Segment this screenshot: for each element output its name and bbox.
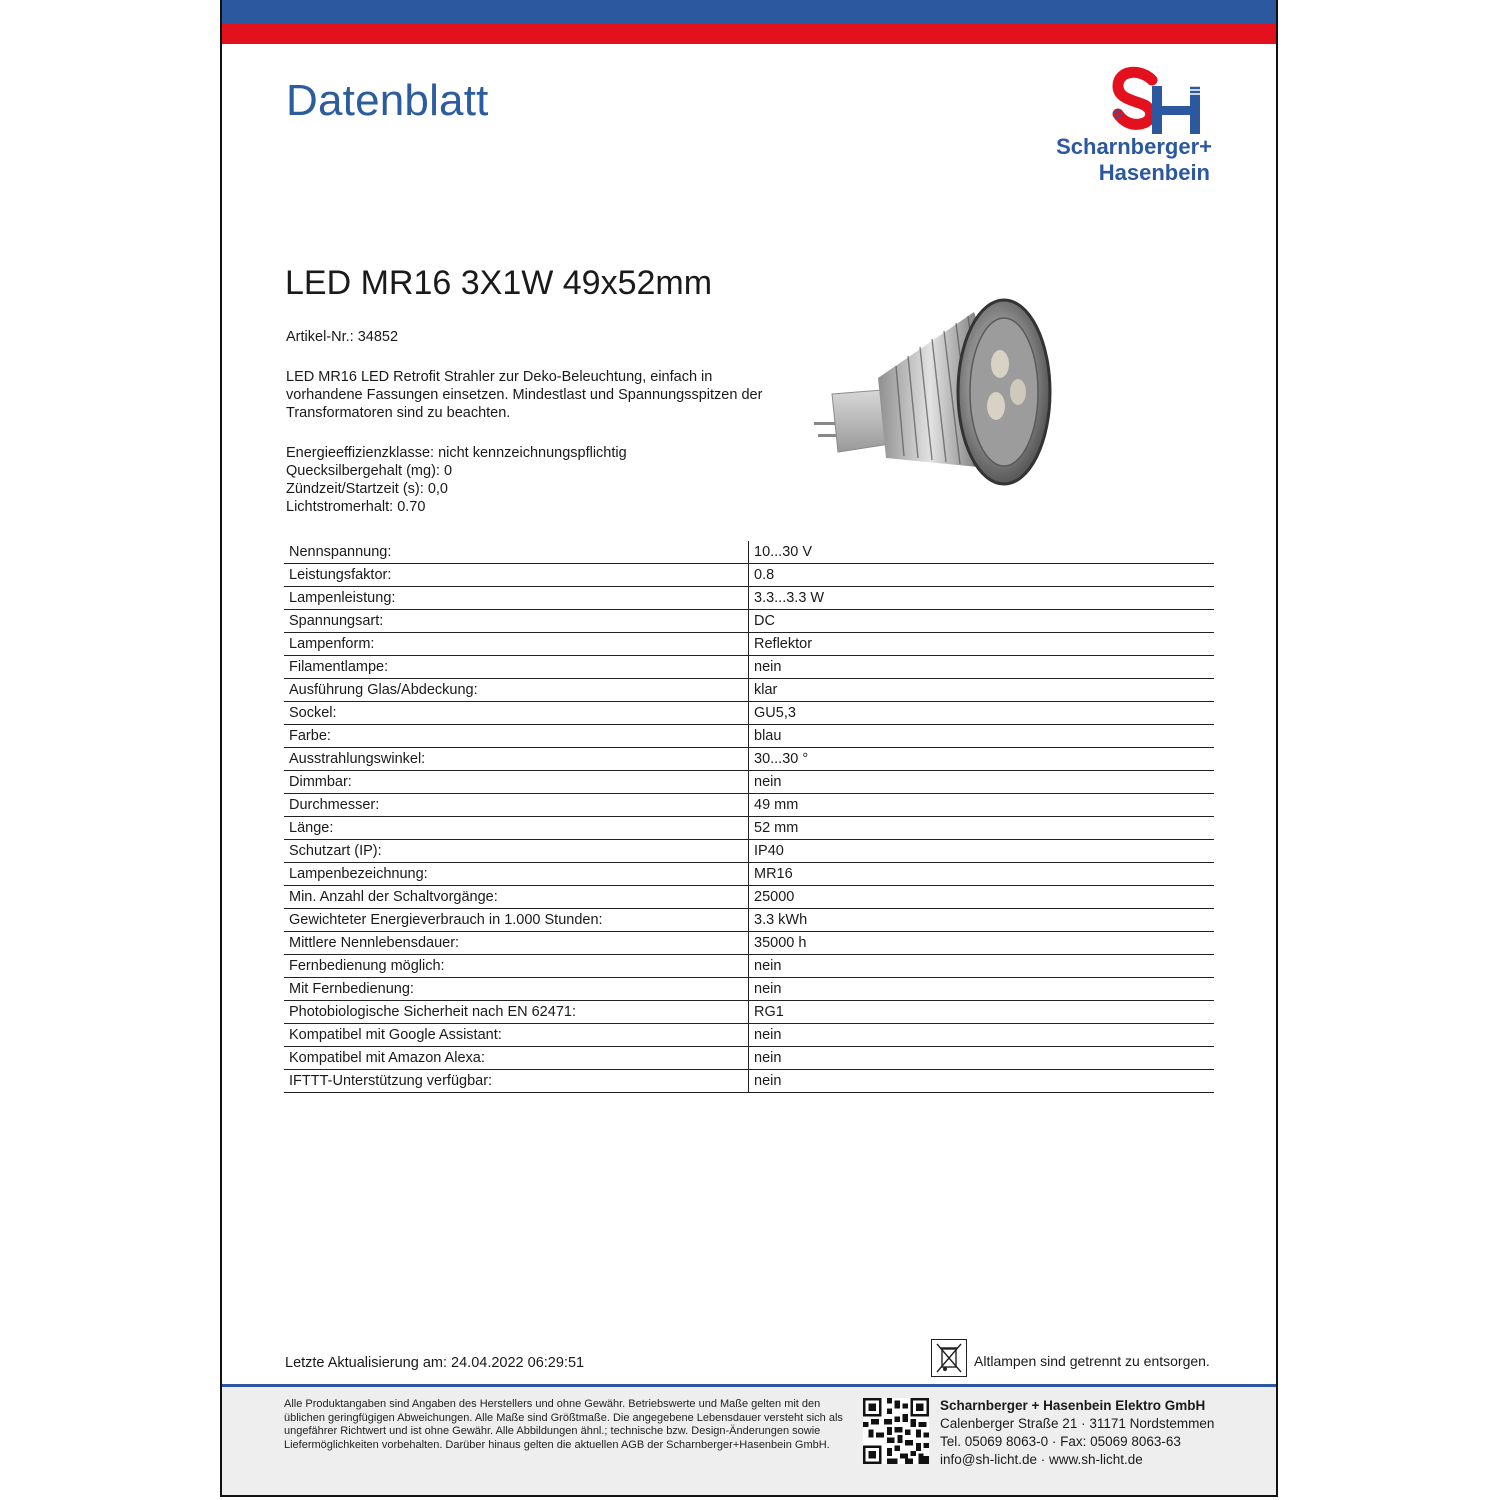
document-heading: Datenblatt xyxy=(286,76,489,125)
spec-value: nein xyxy=(749,955,1215,978)
spec-value: 49 mm xyxy=(749,794,1215,817)
spec-value: nein xyxy=(749,656,1215,679)
spec-label: Leistungsfaktor: xyxy=(284,564,749,587)
last-updated: Letzte Aktualisierung am: 24.04.2022 06:29:51 xyxy=(285,1355,585,1371)
header-stripe-blue xyxy=(222,0,1276,24)
spec-label: Ausführung Glas/Abdeckung: xyxy=(284,679,749,702)
spec-row xyxy=(284,1047,1214,1070)
specification-table xyxy=(284,541,1214,1093)
spec-value: 52 mm xyxy=(749,817,1215,840)
fact-lumen-maintenance: Lichtstromerhalt: 0.70 xyxy=(286,499,426,515)
spec-row xyxy=(284,771,1214,794)
spec-row xyxy=(284,633,1214,656)
fact-start-time: Zündzeit/Startzeit (s): 0,0 xyxy=(286,481,448,497)
spec-label: Fernbedienung möglich: xyxy=(284,955,749,978)
spec-row xyxy=(284,817,1214,840)
company-logo xyxy=(982,66,1214,188)
spec-row xyxy=(284,541,1214,564)
spec-row xyxy=(284,748,1214,771)
spec-label: Mittlere Nennlebensdauer: xyxy=(284,932,749,955)
spec-label: Spannungsart: xyxy=(284,610,749,633)
spec-label: Schutzart (IP): xyxy=(284,840,749,863)
specification-table-body xyxy=(284,541,1214,1093)
spec-value: nein xyxy=(749,771,1215,794)
company-email-web: info@sh-licht.de · www.sh-licht.de xyxy=(940,1452,1143,1467)
spec-value: 3.3...3.3 W xyxy=(749,587,1215,610)
spec-label: Sockel: xyxy=(284,702,749,725)
spec-value: 25000 xyxy=(749,886,1215,909)
spec-row xyxy=(284,1001,1214,1024)
spec-label: Ausstrahlungswinkel: xyxy=(284,748,749,771)
header-stripe-red xyxy=(222,24,1276,44)
spec-value: nein xyxy=(749,1047,1215,1070)
spec-label: Lampenform: xyxy=(284,633,749,656)
spec-row xyxy=(284,725,1214,748)
spec-label: Filamentlampe: xyxy=(284,656,749,679)
spec-label: Lampenbezeichnung: xyxy=(284,863,749,886)
spec-value: nein xyxy=(749,978,1215,1001)
spec-label: Durchmesser: xyxy=(284,794,749,817)
spec-value: klar xyxy=(749,679,1215,702)
spec-value: blau xyxy=(749,725,1215,748)
spec-row xyxy=(284,932,1214,955)
spec-value: 10...30 V xyxy=(749,541,1215,564)
spec-label: Photobiologische Sicherheit nach EN 62471: xyxy=(284,1001,749,1024)
logo-text-line2: Hasenbein xyxy=(1098,160,1210,185)
product-title: LED MR16 3X1W 49x52mm xyxy=(285,264,713,302)
logo-text-line1: Scharnberger+ xyxy=(1056,134,1212,159)
spec-row xyxy=(284,794,1214,817)
spec-label: Länge: xyxy=(284,817,749,840)
company-address: Calenberger Straße 21 · 31171 Nordstemmen xyxy=(940,1416,1215,1431)
spec-label: Mit Fernbedienung: xyxy=(284,978,749,1001)
spec-label: Kompatibel mit Google Assistant: xyxy=(284,1024,749,1047)
spec-value: GU5,3 xyxy=(749,702,1215,725)
article-number: Artikel-Nr.: 34852 xyxy=(286,329,399,345)
product-facts xyxy=(286,444,627,516)
spec-row xyxy=(284,587,1214,610)
spec-row xyxy=(284,886,1214,909)
legal-disclaimer: Alle Produktangaben sind Angaben des Herstellers und ohne Gewähr. Betriebswerte und Maße gelten mit den üblichen geringfügigen Abweichungen. Alle Maße sind Größtmaße. Die angegebene Lebensdauer versteht sich als ungefährer Richtwert und ist ohne Gewähr. Alle Abbildungen ähnl.; technische bzw. Design-Änderungen sowie Liefermöglichkeiten vorbehalten. Darüber hinaus gelten die aktuellen AGB der Scharnberger+Hasenbein GmbH. xyxy=(284,1398,843,1451)
spec-value: 35000 h xyxy=(749,932,1215,955)
crossed-out-wheelie-bin-icon xyxy=(931,1339,967,1377)
spec-row xyxy=(284,978,1214,1001)
spec-row xyxy=(284,1070,1214,1093)
spec-value: 0.8 xyxy=(749,564,1215,587)
spec-row xyxy=(284,610,1214,633)
spec-row xyxy=(284,679,1214,702)
product-description: LED MR16 LED Retrofit Strahler zur Deko-Beleuchtung, einfach in vorhandene Fassungen einsetzen. Mindestlast und Spannungsspitzen der Transformatoren sind zu beachten. xyxy=(286,369,763,421)
spec-value: 3.3 kWh xyxy=(749,909,1215,932)
spec-label: Nennspannung: xyxy=(284,541,749,564)
spec-row xyxy=(284,702,1214,725)
spec-label: Lampenleistung: xyxy=(284,587,749,610)
sh-logo-mark-icon xyxy=(982,66,1214,136)
qr-code-icon xyxy=(863,1398,929,1464)
spec-row xyxy=(284,564,1214,587)
spec-row xyxy=(284,863,1214,886)
spec-row xyxy=(284,1024,1214,1047)
spec-value: RG1 xyxy=(749,1001,1215,1024)
company-contact xyxy=(940,1397,1214,1469)
spec-label: Kompatibel mit Amazon Alexa: xyxy=(284,1047,749,1070)
spec-value: IP40 xyxy=(749,840,1215,863)
spec-row xyxy=(284,955,1214,978)
spec-value: 30...30 ° xyxy=(749,748,1215,771)
spec-label: Min. Anzahl der Schaltvorgänge: xyxy=(284,886,749,909)
spec-row xyxy=(284,840,1214,863)
footer xyxy=(222,1384,1276,1495)
company-phone-fax: Tel. 05069 8063-0 · Fax: 05069 8063-63 xyxy=(940,1434,1181,1449)
disposal-note: Altlampen sind getrennt zu entsorgen. xyxy=(974,1353,1210,1369)
spec-row xyxy=(284,656,1214,679)
spec-value: nein xyxy=(749,1070,1215,1093)
spec-row xyxy=(284,909,1214,932)
spec-value: nein xyxy=(749,1024,1215,1047)
fact-mercury: Quecksilbergehalt (mg): 0 xyxy=(286,463,453,479)
company-name: Scharnberger + Hasenbein Elektro GmbH xyxy=(940,1398,1206,1413)
spec-label: Farbe: xyxy=(284,725,749,748)
spec-value: DC xyxy=(749,610,1215,633)
datasheet-page xyxy=(220,0,1278,1497)
spec-value: Reflektor xyxy=(749,633,1215,656)
spec-value: MR16 xyxy=(749,863,1215,886)
spec-label: Dimmbar: xyxy=(284,771,749,794)
mr16-led-lamp-icon xyxy=(804,294,1054,506)
fact-energy-class: Energieeffizienzklasse: nicht kennzeichnungspflichtig xyxy=(286,445,627,461)
spec-label: Gewichteter Energieverbrauch in 1.000 Stunden: xyxy=(284,909,749,932)
spec-label: IFTTT-Unterstützung verfügbar: xyxy=(284,1070,749,1093)
